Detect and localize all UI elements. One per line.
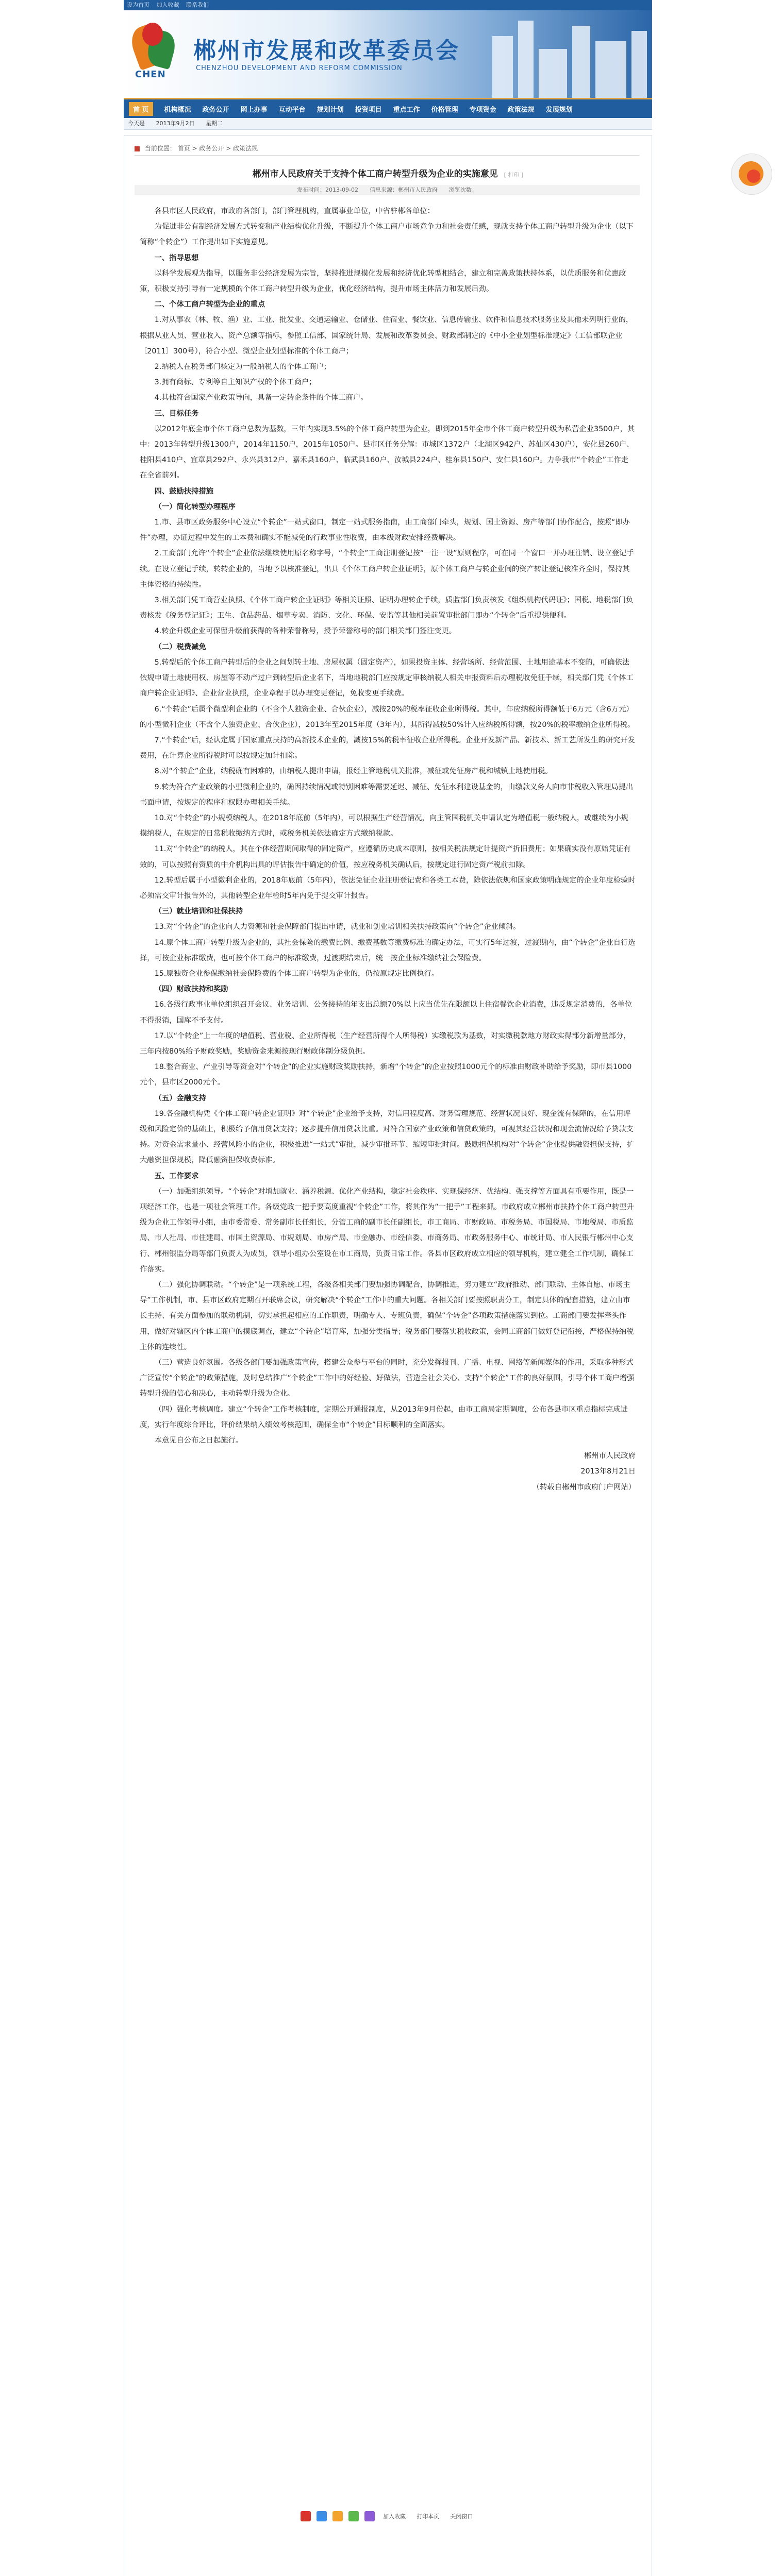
breadcrumb-home[interactable]: 首页 — [177, 145, 190, 152]
body-paragraph: 17.以“个转企”上一年度的增值税、营业税、企业所得税（生产经营所得个人所得税）实缴税款为基数，对实缴税款地方财政实得部分新增量部分，三年内按80%给予财政奖励，奖励资金来源按现行财政体制分级负担。 — [140, 1031, 631, 1056]
body-paragraph: 15.原独资企业参保缴纳社会保险费的个体工商户转型为企业的，仍按原规定比例执行。 — [154, 969, 439, 978]
signature-line: （转载自郴州市政府门户网站） — [532, 1483, 636, 1492]
date-prefix: 今天是 — [128, 120, 145, 127]
body-paragraph: 6.“个转企”后属个微型利企业的（不含个人独资企业、合伙企业），减按20%的税率征收企业所得税。其中，年应纳税所得额低于6万元（含6万元）的小型微利企业（不含个人独资企业、合伙企业），2013年至2015年度（3年内），其所得减按50%计入应纳税所得额，按20%的税率缴纳企业所得税。 — [140, 705, 635, 729]
body-paragraph: 3.相关部门凭工商营业执照、《个体工商户转企业证明》等相关证照、证明办理转企手续，质监部门负责核发《组织机构代码证》；国税、地税部门负责核发《税务登记证》；卫生、食品药品、烟草专卖、消防、文化、环保、安监等其他相关前置审批部门即办“个转企”后重提供便利。 — [140, 596, 634, 620]
close-window-link[interactable]: 关闭窗口 — [450, 2513, 473, 2520]
date-bar — [124, 118, 652, 130]
nav-item-home[interactable]: 首 页 — [129, 102, 153, 116]
body-paragraph: 2.纳税人在税务部门核定为一般纳税人的个体工商户； — [154, 363, 331, 371]
article-title: 郴州市人民政府关于支持个体工商户转型升级为企业的实施意见 — [252, 169, 498, 179]
print-link[interactable]: [ 打印 ] — [504, 172, 524, 178]
body-paragraph: 1.市、县市区政务服务中心设立“个转企”一站式窗口，制定一站式服务指南，由工商部门牵头，规划、国土资源、房产等部门协作配合，按照“即办件”办理，办证过程中发生的工本费和确实不能减免的行政事业性收费，由本级财政安排经费解决。 — [140, 518, 630, 543]
page-wrapper — [124, 0, 652, 2520]
body-paragraph: （一）加强组织领导。“个转企”对增加就业、涵养税源、优化产业结构，稳定社会秩序、实现保经济、优结构、强支撑等方面具有重要作用，既是一项经济工作，也是一项社会管理工作。各级党政一把手要高度重视“个转企”工作，将其作为“一把手”工程来抓。市政府成立郴州市扶持个体工商户转型升级为企业工作领导小组，由市委常委、常务副市长任组长，分管工商的副市长任副组长，市工商局、市财政局、市税务局、市国税局、市地税局、市质监局、市人社局、市住建局、市国土资源局、市规划局、市房产局、市金融办、市经信委、市商务局、市政务服务中心、市统计局、市人民银行郴州中心支行、郴州银监分局等部门负责人为成员，领导小组办公室设在市工商局，负责日常工作。各县市区政府成立相应的领导机构，建立健全工作机制，确保工作落实。 — [140, 1187, 634, 1274]
section-heading: （二）税费减免 — [154, 642, 206, 651]
body-paragraph: （四）强化考核调度。建立“个转企”工作考核制度，定期公开通报制度，从2013年9月份起，由市工商局定期调度，公布各县市区重点指标完成进度，实行年度综合评比，评价结果纳入绩效考核范围，确保全市“个转企”目标顺利的全面落实。 — [140, 1405, 628, 1429]
city-skyline-image — [482, 15, 652, 98]
nav-item-fund[interactable]: 专项资金 — [469, 106, 496, 114]
body-paragraph: 10.对“个转企”的小规模纳税人，在2018年底前（5年内），可以根据生产经营情况，向主管国税机关申请认定为增值税一般纳税人，或继续为小规模纳税人，在规定的日常税收缴纳方式时，或税务机关依法确定方式缴纳税款。 — [140, 814, 628, 838]
topbar-link-home[interactable]: 设为首页 — [127, 2, 149, 8]
weekday-text: 星期二 — [206, 120, 223, 127]
nav-item-project[interactable]: 投资项目 — [355, 106, 382, 114]
nav-item-about[interactable]: 机构概况 — [164, 106, 191, 114]
body-paragraph: 4.其他符合国家产业政策导向，具备一定转企条件的个体工商户。 — [154, 394, 368, 402]
article-body — [140, 204, 636, 1495]
location-icon — [135, 146, 140, 151]
site-title: 郴州市发展和改革委员会 — [193, 38, 460, 64]
breadcrumb-label: 当前位置： — [144, 145, 176, 152]
body-paragraph: 9.转为符合产业政策的小型微利企业的，确因持续情况或特别困难等需要延迟、减征、免征水利建设基金的，由缴款义务人向市非税收入管理局提出书面申请，按规定的程序和权限办理相关手续。 — [140, 783, 634, 807]
section-heading: （四）财政扶持和奖励 — [154, 985, 228, 994]
print-page-link[interactable]: 打印本页 — [417, 2513, 440, 2520]
floating-service-icon[interactable] — [731, 154, 772, 195]
main-navigation — [124, 98, 652, 118]
body-paragraph: 8.对“个转企”企业，纳税确有困难的，由纳税人提出申请，报经主管地税机关批准，减征或免征房产税和城镇土地使用税。 — [154, 767, 553, 776]
body-paragraph: 4.转企升级企业可保留升级前获得的各种荣誉称号，授予荣誉称号的部门相关部门签注变更。 — [154, 627, 457, 636]
qzone-icon[interactable] — [317, 2511, 327, 2521]
site-banner — [124, 10, 652, 98]
site-logo[interactable] — [133, 26, 182, 82]
body-paragraph: 3.拥有商标、专利等自主知识产权的个体工商户； — [154, 378, 317, 387]
logo-text: CHEN — [135, 69, 166, 80]
section-heading: （三）就业培训和社保扶持 — [154, 907, 243, 916]
section-heading: 一、指导思想 — [154, 253, 199, 262]
body-paragraph: 1.对从事农（林、牧、渔）业、工业、批发业、交通运输业、仓储业、住宿业、餐饮业、信息传输业、软件和信息技术服务业及其他未列明行业的，根据从业人员、营业收入、资产总额等指标，参照工信部、国家统计局、发展和改革委员会、财政部制定的《中小企业划型标准规定》（工信部联企业〔2011〕300号），符合小型、微型企业划型标准的个体工商户； — [140, 316, 634, 355]
topbar-link-contact[interactable]: 联系我们 — [186, 2, 209, 8]
content-frame — [124, 135, 652, 2576]
nav-item-policy[interactable]: 政策法规 — [507, 106, 535, 114]
body-paragraph: 以科学发展观为指导，以服务非公经济发展为宗旨，坚持推进规模化发展和经济优化转型相结合，建立和完善政策扶持体系，以优质服务和优惠政策，积极支持引导有一定规模的个体工商户转型升级为企业，优化经济结构，提升市场主体活力和发展后劲。 — [140, 269, 626, 294]
nav-item-interact[interactable]: 互动平台 — [278, 106, 306, 114]
body-paragraph: 5.转型后的个体工商户转型后的企业之间划转土地、房屋权属（固定资产），如果投资主体、经营场所、经营范围、土地用途基本不变的，可确依法依规申请土地使用权、房屋等不动产过户到转型后企业名下，当地地税部门应按规定审核纳税人相关申报资料后办理税收免征手续，相关部门凭《个体工商户转企业证明》、企业营业执照，企业章程于以办理变更登记，免收变更手续费。 — [140, 658, 634, 698]
body-paragraph: （二）强化协调联动。“个转企”是一项系统工程，各级各相关部门要加强协调配合，协调推进，努力建立“政府推动、部门联动、主体自愿、市场主导”工作机制，市、县市区政府定期召开联席会议，研究解决“个转企”工作中的重大问题。各相关部门要按照职责分工，制定具体的配套措施，建立由市长主持、有关方面参加的联动机制，切实承担起相应的工作职责，明确专人、专班负责，确保“个转企”各项政策措施落实到位。工商部门要发挥牵头作用，做好对辖区内个体工商户的摸底调查，建立“个转企”培育库，加强分类指导；税务部门要落实税收政策，会同工商部门做好登记衔接，严格保持纳税主体的连续性。 — [140, 1281, 634, 1351]
breadcrumb-policy[interactable]: 政策法规 — [233, 145, 258, 152]
section-heading: 二、个体工商户转型为企业的重点 — [154, 300, 265, 309]
weibo-icon[interactable] — [301, 2511, 311, 2521]
renren-icon[interactable] — [332, 2511, 343, 2521]
body-paragraph: 19.各金融机构凭《个体工商户转企业证明》对“个转企”企业给予支持，对信用程度高、财务管理规范、经营状况良好、现金流有保障的，在信用评级和风险定价的基础上，积极给予信用贷款支持；逐步提升信用贷款比重。对符合国家产业政策和信贷政策的，可视其经营状况和现金流情况给予贷款支持。对资金需求量小、经营风险小的企业，积极推进“一站式”审批，减少审批环节、缩短审批时间。鼓励担保机构对“个转企”企业提供融资担保支持，扩大融资担保规模，降低融资担保收费标准。 — [140, 1109, 634, 1165]
share-more-icon[interactable] — [364, 2511, 375, 2521]
body-paragraph: 11.对“个转企”的纳税人，其在个体经营期间取得的固定资产，应遵循历史成本原则，按相关税法规定计提资产折旧费用；如果确实没有原始凭证有效的，可以按照有资质的中介机构出具的评估报告中确定的价值，按应税务机关确认后，按规定进行固定资产税前扣除。 — [140, 845, 631, 869]
body-paragraph: 本意见自公布之日起施行。 — [154, 1436, 243, 1445]
section-heading: 四、鼓励扶持措施 — [154, 487, 213, 496]
topbar-link-favorite[interactable]: 加入收藏 — [156, 2, 179, 8]
section-heading: （一）简化转型办理程序 — [154, 502, 236, 511]
signature-line: 郴州市人民政府 — [584, 1452, 636, 1461]
breadcrumb: 当前位置： 首页 > 政务公开 > 政策法规 — [135, 142, 640, 156]
nav-item-public[interactable]: 政务公开 — [202, 106, 229, 114]
body-paragraph: 13.对“个转企”的企业向人力资源和社会保障部门提出申请，就业和创业培训相关扶持政策向“个转企”企业倾斜。 — [154, 923, 521, 931]
top-utility-bar — [124, 0, 652, 10]
date-text: 2013年9月2日 — [156, 120, 195, 127]
breadcrumb-public[interactable]: 政务公开 — [199, 145, 224, 152]
article-title-wrap — [124, 166, 652, 179]
body-paragraph: 各县市区人民政府，市政府各部门，部门管理机构，直属事业单位，中省驻郴各单位： — [154, 207, 435, 215]
nav-item-online[interactable]: 网上办事 — [240, 106, 268, 114]
nav-item-price[interactable]: 价格管理 — [431, 106, 458, 114]
body-paragraph: 18.整合商业、产业引导等资金对“个转企”的企业实施财政奖励扶持，新增“个转企”的企业按照1000元个的标准由财政补助给予奖励，即市县1000元个，县市区2000元个。 — [140, 1063, 632, 1087]
body-paragraph: 12.转型后属于小型微利企业的，2018年底前（5年内），依法免征企业注册登记费和各类工本费，除依法依规和国家政策明确规定的企业年度检验时必须需交审计报告外的，其他转型企业年检时5年内免于提交审计报告。 — [140, 876, 636, 900]
body-paragraph: 16.各级行政事业单位组织召开会议、业务培训、公务接待的年支出总额70%以上应当优先在限额以上住宿餐饮企业消费，违反规定消费的，各单位不得报销，国库不予支付。 — [140, 1001, 633, 1025]
nav-item-develop[interactable]: 发展规划 — [545, 106, 573, 114]
body-paragraph: 2.工商部门允许“个转企”企业依法继续使用原名称字号，“个转企”工商注册登记按“一注一设”原则程序，可在同一个窗口一并办理注销、设立登记手续。在设立登记手续，转转企业的，当地予以核准登记，出具《个体工商户转企业证明》，原个体工商户与转企业间的资产转让登记核准齐全时，保持其主体资格的持续性。 — [140, 549, 634, 589]
body-paragraph: 14.原个体工商户转型升级为企业的，其社会保险的缴费比例、缴费基数等缴费标准的确定办法，可实行5年过渡，过渡期内，由“个转企”企业自行选择，可按企业标准缴费，也可按个体工商户的标准缴费，过渡期结束后，统一按企业标准缴纳社会保险费。 — [140, 938, 636, 962]
section-heading: （五）金融支持 — [154, 1094, 206, 1103]
body-paragraph: 7.“个转企”后，经认定属于国家重点扶持的高新技术企业的，减按15%的税率征收企业所得税。企业开发新产品、新技术、新工艺所发生的研究开发费用，在计算企业所得税时可以按规定加计扣除。 — [140, 736, 635, 760]
section-heading: 五、工作要求 — [154, 1172, 199, 1180]
douban-icon[interactable] — [348, 2511, 359, 2521]
section-heading: 三、目标任务 — [154, 409, 199, 418]
site-subtitle: CHENZHOU DEVELOPMENT AND REFORM COMMISSION — [196, 64, 403, 72]
share-toolbar — [124, 2511, 652, 2521]
article-meta: 发布时间：2013-09-02 信息来源：郴州市人民政府 浏览次数： — [135, 185, 640, 195]
nav-item-key[interactable]: 重点工作 — [393, 106, 420, 114]
add-favorite-link[interactable]: 加入收藏 — [383, 2513, 406, 2520]
body-paragraph: （三）营造良好氛围。各级各部门要加强政策宣传，搭建公众参与平台的同时，充分发挥报刊、广播、电视、网络等新闻媒体的作用，采取多种形式广泛宣传“个转企”的政策措施，及时总结推广“个转企”工作中的好经验、好做法，营造全社会关心、支持“个转企”工作的良好氛围，引导个体工商户增强转型升级的信心和决心，主动转型升级为企业。 — [140, 1359, 635, 1398]
body-paragraph: 为促进非公有制经济发展方式转变和产业结构优化升级，不断提升个体工商户市场竞争力和社会责任感，现就支持个体工商户转型升级为企业（以下简称“个转企”）工作提出如下实施意见。 — [140, 223, 634, 247]
signature-line: 2013年8月21日 — [580, 1467, 636, 1476]
body-paragraph: 以2012年底全市个体工商户总数为基数，三年内实现3.5%的个体工商户转型为企业，即到2015年全市个体工商户转型升级为私营企业3500户，其中：2013年转型升级1300户，2014年1150户，2015年1050户。县市区任务分解：市城区1372户（北湖区942户、苏仙区430户），安化县260户、桂阳县410户、宜章县292户、永兴县312户、嘉禾县160户、临武县160户、汝城县224户、桂东县150户、安仁县160户。力争我市“个转企”工作走在全省前列。 — [140, 425, 635, 480]
nav-item-plan[interactable]: 规划计划 — [317, 106, 344, 114]
